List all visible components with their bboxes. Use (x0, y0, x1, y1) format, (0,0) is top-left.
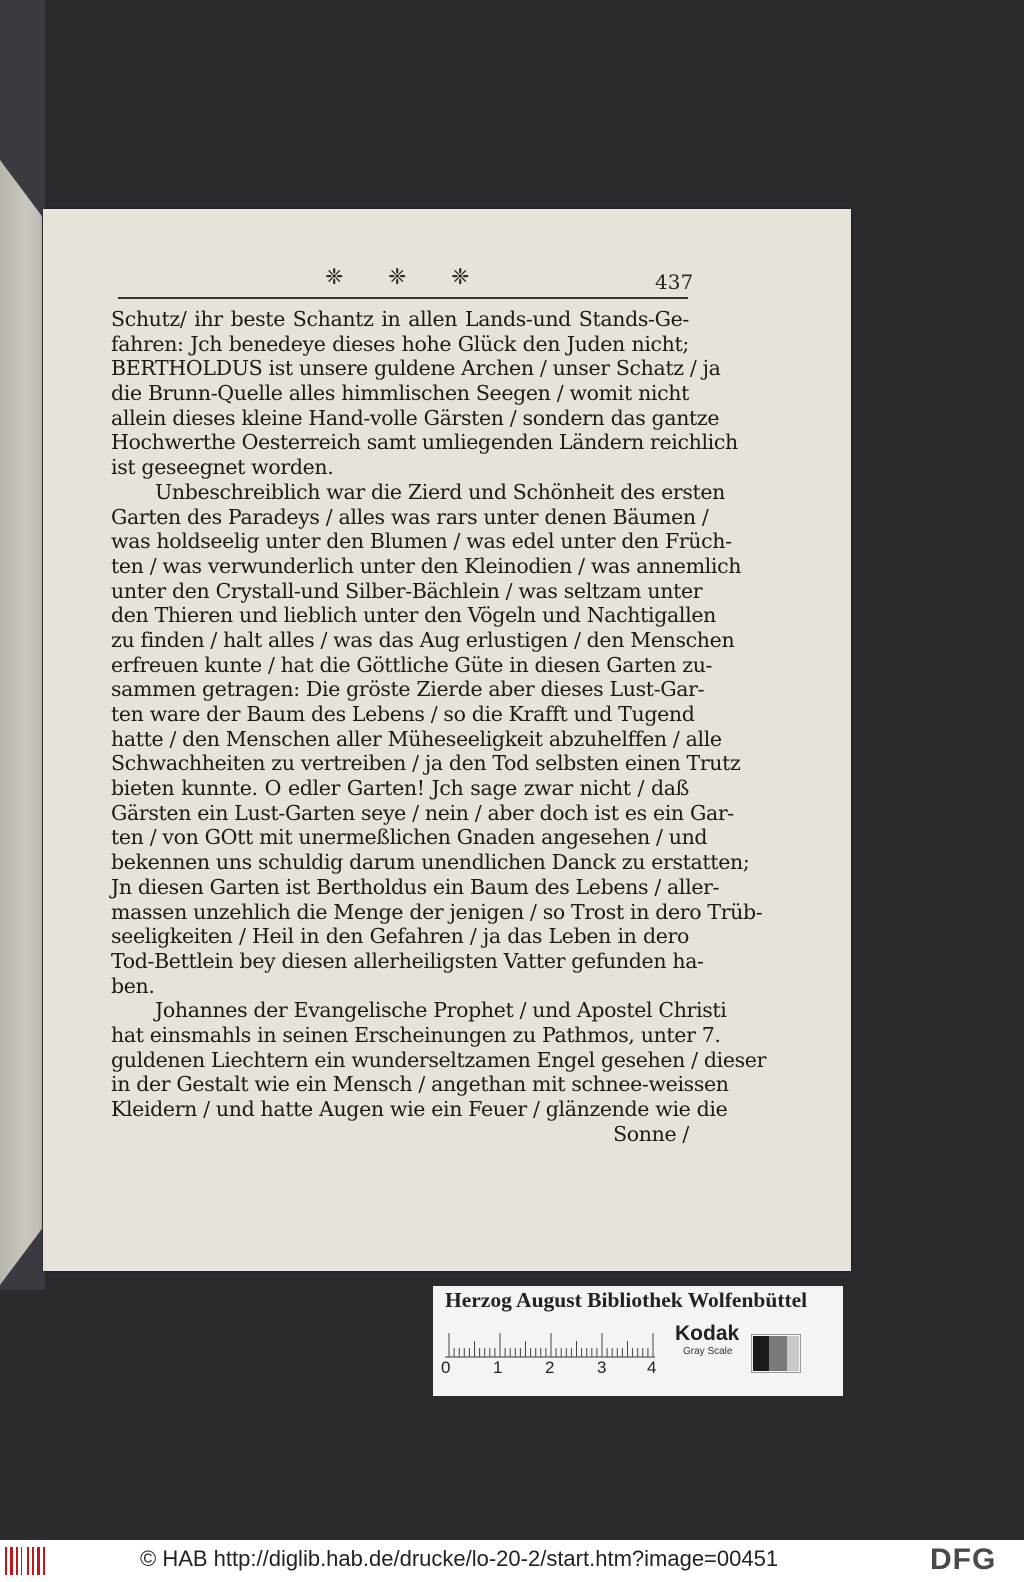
text-line: Garten des Paradeys / alles was rars unter denen Bäumen / (111, 504, 709, 529)
text-line: Jn diesen Garten ist Bertholdus ein Baum des Lebens / aller- (111, 874, 720, 899)
text-line: hat einsmahls in seinen Erscheinungen zu Pathmos, unter 7. (111, 1022, 721, 1047)
text-line: hatte / den Menschen aller Müheseeligkeit abzuhelffen / alle (111, 726, 722, 751)
logo-bar (37, 1547, 40, 1575)
text-line: erfreuen kunte / hat die Göttliche Güte in diesen Garten zu- (111, 652, 713, 677)
ruler-number: 3 (597, 1358, 607, 1377)
page-header (43, 265, 851, 305)
previous-page-edge (0, 160, 42, 1285)
text-line: bekennen uns schuldig darum unendlichen Danck zu erstatten; (111, 850, 750, 875)
copyright-link[interactable]: © HAB http://diglib.hab.de/drucke/lo-20-2/start.htm?image=00451 (140, 1546, 779, 1571)
logo-bar (27, 1547, 29, 1575)
text-line: was holdseelig unter den Blumen / was edel unter den Früch- (111, 529, 732, 554)
logo-bar (16, 1547, 18, 1575)
text-line: Sonne / (613, 1121, 689, 1146)
text-line: Schutz/ ihr beste Schantz in allen Lands-und Stands-Ge- (111, 307, 689, 331)
text-line: BERTHOLDUS ist unsere guldene Archen / unser Schatz / ja (111, 356, 721, 381)
ornament-icon: ❈ (388, 265, 407, 290)
text-line: die Brunn-Quelle alles himmlischen Seegen / womit nicht (111, 381, 689, 406)
text-line: ten / was verwunderlich unter den Kleinodien / was annemlich (111, 553, 742, 578)
light-swatch (787, 1336, 799, 1371)
ornament-icon: ❈ (451, 265, 470, 290)
footer-bar (0, 1540, 1024, 1582)
text-line: guldenen Liechtern ein wunderseltzamen Engel gesehen / dieser (111, 1047, 767, 1072)
gray-swatch (769, 1336, 787, 1371)
ruler-scale (445, 1326, 660, 1358)
logo-bar (32, 1547, 34, 1575)
gray-scale-label: Gray Scale (683, 1346, 733, 1357)
logo-bar (10, 1547, 13, 1575)
page-number: 437 (655, 270, 694, 294)
text-line: allein dieses kleine Hand-volle Gärsten / sondern das gantze (111, 405, 720, 430)
text-line: fahren: Jch benedeye dieses hohe Glück den Juden nicht; (111, 331, 689, 356)
dfg-logo: DFG (930, 1543, 997, 1576)
ruler-numbers (441, 1358, 671, 1380)
ruler-number: 0 (441, 1358, 451, 1377)
text-line: in der Gestalt wie ein Mensch / angethan mit schnee-weissen (111, 1072, 729, 1097)
text-line: seeligkeiten / Heil in den Gefahren / ja das Leben in dero (111, 924, 689, 949)
text-line: den Thieren und lieblich unter den Vögeln und Nachtigallen (111, 603, 716, 628)
body-text (111, 307, 767, 1146)
text-line: bieten kunnte. O edler Garten! Jch sage zwar nicht / daß (111, 776, 689, 801)
text-line: unter den Crystall-und Silber-Bächlein / was seltzam unter (111, 578, 703, 603)
logo-bar (21, 1547, 22, 1575)
scanned-page (43, 209, 851, 1271)
header-rule (118, 297, 688, 299)
text-line: ist geseegnet worden. (111, 455, 334, 480)
text-line: massen unzehlich die Menge der jenigen / so Trost in dero Trüb- (111, 899, 763, 924)
ruler-number: 4 (647, 1358, 657, 1377)
text-line: ten ware der Baum des Lebens / so die Krafft und Tugend (111, 702, 695, 726)
logo-bar (43, 1547, 45, 1575)
text-line: Kleidern / und hatte Augen wie ein Feuer / glänzende wie die (111, 1097, 728, 1121)
text-line: Schwachheiten zu vertreiben / ja den Tod selbsten einen Trutz (111, 751, 741, 776)
text-line: Johannes der Evangelische Prophet / und Apostel Christi (155, 998, 727, 1023)
library-name: Herzog August Bibliothek Wolfenbüttel (445, 1288, 808, 1312)
logo-bar (5, 1547, 7, 1575)
color-scale-card (433, 1286, 843, 1396)
text-line: Tod-Bettlein bey diesen allerheiligsten Vatter gefunden ha- (111, 948, 704, 973)
text-line: Hochwerthe Oesterreich samt umliegenden Ländern reichlich (111, 430, 738, 455)
text-line: Unbeschreiblich war die Zierd und Schönheit des ersten (155, 479, 726, 504)
text-line: Gärsten ein Lust-Garten seye / nein / aber doch ist es ein Gar- (111, 800, 734, 825)
text-line: sammen getragen: Die gröste Zierde aber dieses Lust-Gar- (111, 677, 705, 702)
text-line: ben. (111, 973, 155, 998)
black-swatch (753, 1336, 769, 1371)
text-line: zu finden / halt alles / was das Aug erlustigen / den Menschen (111, 627, 735, 652)
ruler-number: 2 (545, 1358, 555, 1377)
text-line: ten / von GOtt mit unermeßlichen Gnaden angesehen / und (111, 825, 708, 850)
ruler-number: 1 (493, 1358, 503, 1377)
ornament-icon: ❈ (325, 265, 344, 290)
kodak-brand: Kodak (675, 1322, 740, 1345)
hab-barcode-logo-icon (4, 1545, 48, 1577)
